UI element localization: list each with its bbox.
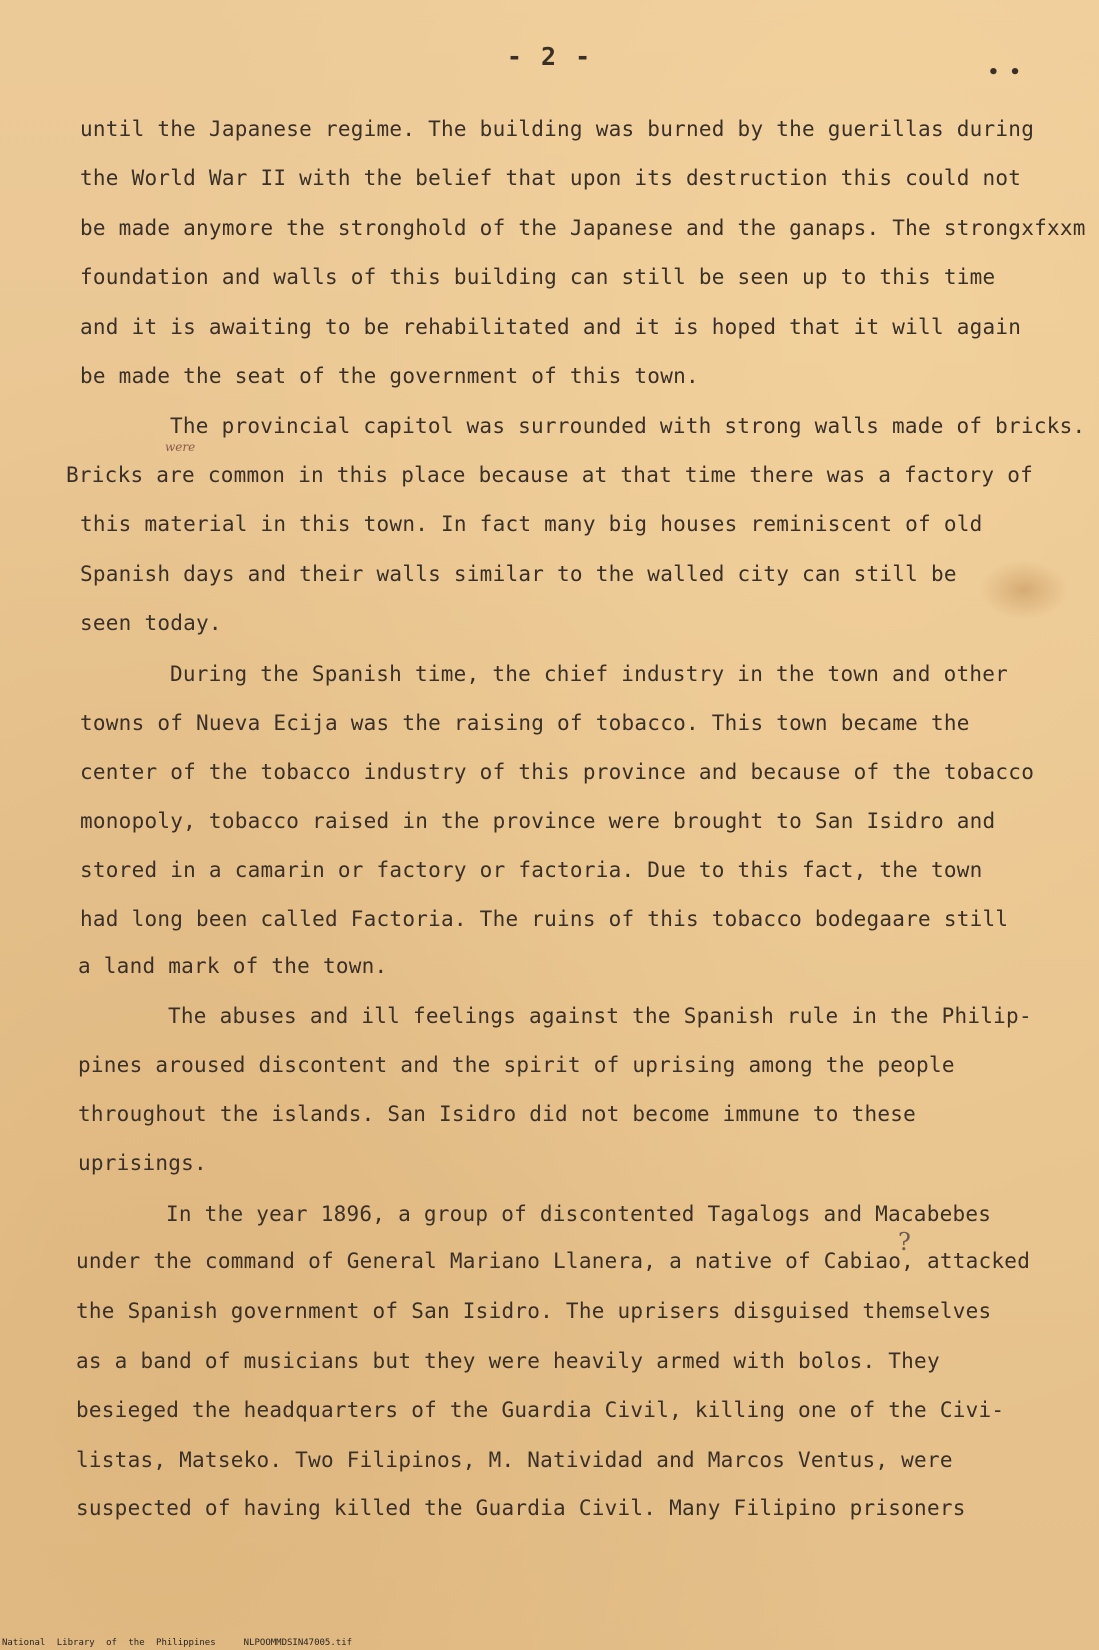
text-line: stored in a camarin or factory or factoria. Due to this fact, the town bbox=[80, 858, 983, 882]
corner-marks: • • bbox=[988, 62, 1021, 83]
paper-stain bbox=[979, 560, 1069, 620]
text-line: center of the tobacco industry of this province and because of the tobacco bbox=[80, 760, 1035, 784]
text-line: The abuses and ill feelings against the Spanish rule in the Philip- bbox=[168, 1004, 1032, 1028]
text-line: a land mark of the town. bbox=[78, 954, 388, 978]
text-line: besieged the headquarters of the Guardia Civil, killing one of the Civi- bbox=[76, 1398, 1005, 1422]
text-line: During the Spanish time, the chief industry in the town and other bbox=[170, 662, 1009, 686]
text-line: the World War II with the belief that upon its destruction this could not bbox=[80, 166, 1022, 190]
text-line: towns of Nueva Ecija was the raising of tobacco. This town became the bbox=[80, 711, 970, 735]
text-line: listas, Matseko. Two Filipinos, M. Natividad and Marcos Ventus, were bbox=[76, 1448, 953, 1472]
footer-library: National Library of the Philippines bbox=[2, 1638, 216, 1648]
footer-file: NLPOOMMDSIN47005.tif bbox=[243, 1638, 353, 1648]
text-line: seen today. bbox=[80, 611, 222, 635]
text-line: foundation and walls of this building can still be seen up to this time bbox=[80, 265, 996, 289]
text-line: throughout the islands. San Isidro did not become immune to these bbox=[78, 1102, 917, 1126]
text-line: monopoly, tobacco raised in the province were brought to San Isidro and bbox=[80, 809, 996, 833]
text-line: until the Japanese regime. The building was burned by the guerillas during bbox=[80, 117, 1035, 141]
text-line: as a band of musicians but they were heavily armed with bolos. They bbox=[76, 1349, 940, 1373]
text-line: be made anymore the stronghold of the Japanese and the ganaps. The strongxfxxm bbox=[80, 216, 1086, 240]
page-number: - 2 - bbox=[506, 42, 593, 71]
text-line: this material in this town. In fact many big houses reminiscent of old bbox=[80, 512, 983, 536]
text-line: pines aroused discontent and the spirit of uprising among the people bbox=[78, 1053, 955, 1077]
text-line: The provincial capitol was surrounded with strong walls made of bricks. bbox=[170, 414, 1086, 438]
text-line: had long been called Factoria. The ruins of this tobacco bodegaare still bbox=[80, 907, 1009, 931]
archive-footer bbox=[2, 1638, 352, 1648]
text-line: be made the seat of the government of this town. bbox=[80, 364, 699, 388]
text-line: and it is awaiting to be rehabilitated and it is hoped that it will again bbox=[80, 315, 1022, 339]
text-line: In the year 1896, a group of discontented Tagalogs and Macabebes bbox=[166, 1202, 992, 1226]
text-line: Spanish days and their walls similar to the walled city can still be bbox=[80, 562, 957, 586]
text-line: suspected of having killed the Guardia Civil. Many Filipino prisoners bbox=[76, 1496, 966, 1520]
text-line: under the command of General Mariano Llanera, a native of Cabiao, attacked bbox=[76, 1249, 1031, 1273]
handwritten-annotation-question: ? bbox=[898, 1228, 911, 1256]
text-line: the Spanish government of San Isidro. The uprisers disguised themselves bbox=[76, 1299, 992, 1323]
handwritten-annotation-were: were bbox=[165, 440, 196, 454]
text-line: Bricks are common in this place because at that time there was a factory of bbox=[66, 463, 1033, 487]
text-line: uprisings. bbox=[78, 1151, 207, 1175]
